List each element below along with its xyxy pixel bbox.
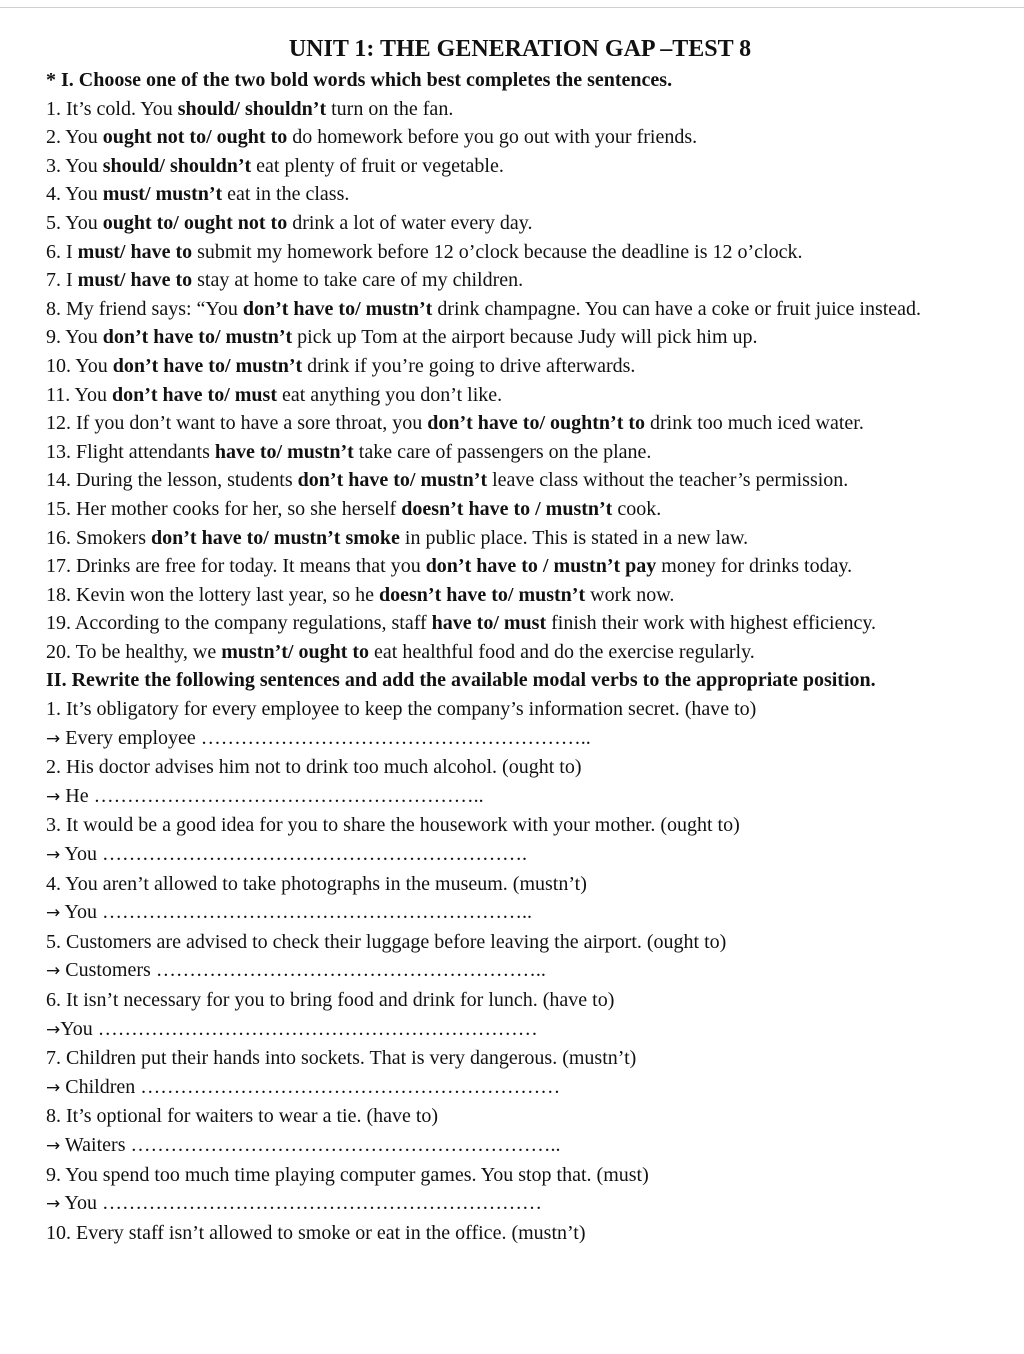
answer-dots: ………………………………………………………… <box>101 1192 542 1215</box>
answer-line <box>46 1131 1006 1161</box>
sentence-start: Drinks are free for today. It means that you <box>76 555 421 578</box>
sentence-start: You <box>65 326 98 349</box>
answer-start: He <box>65 784 89 807</box>
choice-words: must/ mustn’t <box>102 183 223 206</box>
sentence-start: You <box>65 126 98 149</box>
item-number: 4. <box>46 183 61 206</box>
arrow-icon: → <box>46 845 61 866</box>
sentence-end: in public place. This is stated in a new law. <box>404 526 749 549</box>
rewrite-question: 8. It’s optional for waiters to wear a tie. (have to) <box>46 1105 439 1128</box>
item-number: 20. <box>46 640 71 663</box>
item-number: 10. <box>46 354 71 377</box>
sentence-item <box>46 295 946 324</box>
sentence-start: You <box>65 211 98 234</box>
sentence-end: money for drinks today. <box>661 555 853 578</box>
item-number: 9. <box>46 326 61 349</box>
sentence-end: take care of passengers on the plane. <box>358 440 652 463</box>
sentence-start: I <box>66 240 73 263</box>
sentence-end: leave class without the teacher’s permission. <box>492 469 849 492</box>
sentence-item <box>46 152 1006 181</box>
rewrite-question: 9. You spend too much time playing computer games. You stop that. (must) <box>46 1163 649 1186</box>
sentence-end: eat anything you don’t like. <box>282 383 503 406</box>
answer-dots: ……………………………………………………….. <box>130 1133 561 1156</box>
arrow-icon: → <box>46 1019 61 1040</box>
choice-words: don’t have to / mustn’t pay <box>425 555 657 578</box>
sentence-start: I <box>66 269 73 292</box>
sentence-end: drink champagne. You can have a coke or fruit juice instead. <box>437 297 922 320</box>
choice-words: must/ have to <box>77 269 193 292</box>
choice-words: don’t have to/ mustn’t <box>297 469 488 492</box>
choice-words: have to/ must <box>431 612 547 635</box>
choice-words: ought not to/ ought to <box>102 126 288 149</box>
sentence-end: drink if you’re going to drive afterwards. <box>307 354 636 377</box>
worksheet-body <box>46 66 1006 1247</box>
answer-dots: ………………………………………………….. <box>93 784 484 807</box>
sentence-item <box>46 409 1006 438</box>
sentence-start: Flight attendants <box>76 440 210 463</box>
sentence-end: eat healthful food and do the exercise regularly. <box>374 640 755 663</box>
sentence-start: My friend says: “You <box>66 297 238 320</box>
arrow-icon: → <box>46 1194 61 1215</box>
sentence-start: According to the company regulations, staff <box>74 612 427 635</box>
rewrite-question: 4. You aren’t allowed to take photographs in the museum. (mustn’t) <box>46 872 587 895</box>
sentence-item <box>46 524 1006 553</box>
sentence-end: submit my homework before 12 o’clock because the deadline is 12 o’clock. <box>197 240 803 263</box>
item-number: 11. <box>46 383 71 406</box>
sentence-item <box>46 209 1006 238</box>
item-number: 17. <box>46 555 71 578</box>
arrow-icon: → <box>46 1135 61 1156</box>
sentence-end: drink too much iced water. <box>650 412 864 435</box>
choice-words: doesn’t have to/ mustn’t <box>379 583 586 606</box>
arrow-icon: → <box>46 961 61 982</box>
sentence-start: During the lesson, students <box>76 469 293 492</box>
choice-words: must/ have to <box>77 240 193 263</box>
sentence-end: eat in the class. <box>227 183 350 206</box>
answer-line <box>46 1015 1006 1045</box>
item-number: 8. <box>46 297 61 320</box>
sentence-end: drink a lot of water every day. <box>292 211 533 234</box>
sentence-start: You <box>65 154 98 177</box>
choice-words: don’t have to/ mustn’t smoke <box>151 526 400 549</box>
rewrite-question: 1. It’s obligatory for every employee to keep the company’s information secret. (have to) <box>46 698 757 721</box>
answer-start: You <box>64 901 97 924</box>
sentence-end: finish their work with highest efficiency. <box>551 612 877 635</box>
sentence-item <box>46 381 1006 410</box>
item-number: 13. <box>46 440 71 463</box>
answer-line <box>46 1073 1006 1103</box>
sentence-end: turn on the fan. <box>331 97 454 120</box>
arrow-icon: → <box>46 1077 61 1098</box>
sentence-item <box>46 238 1006 267</box>
page-title: UNIT 1: THE GENERATION GAP –TEST 8 <box>288 36 752 62</box>
page-top-border <box>0 7 1024 8</box>
item-number: 19. <box>46 612 71 635</box>
sentence-start: You <box>65 183 98 206</box>
answer-dots: ……………………………………………………….. <box>101 901 532 924</box>
sentence-start: Her mother cooks for her, so she herself <box>76 497 397 520</box>
sentence-start: You <box>74 383 107 406</box>
answer-dots: ………………………………………………………… <box>97 1017 538 1040</box>
choice-words: don’t have to/ mustn’t <box>112 354 303 377</box>
sentence-item <box>46 352 1006 381</box>
section-2-heading: II. Rewrite the following sentences and add the available modal verbs to the appropriate position. <box>46 669 876 692</box>
sentence-end: cook. <box>617 497 662 520</box>
sentence-start: If you don’t want to have a sore throat, you <box>76 412 423 435</box>
rewrite-question: 5. Customers are advised to check their luggage before leaving the airport. (ought to) <box>46 930 727 953</box>
answer-line <box>46 724 1006 754</box>
section-2-items <box>46 695 1006 1247</box>
choice-words: doesn’t have to / mustn’t <box>401 497 613 520</box>
sentence-item <box>46 609 1006 638</box>
item-number: 15. <box>46 497 71 520</box>
rewrite-question: 7. Children put their hands into sockets. That is very dangerous. (mustn’t) <box>46 1047 637 1070</box>
sentence-start: Smokers <box>76 526 146 549</box>
sentence-item <box>46 466 1006 495</box>
choice-words: should/ shouldn’t <box>177 97 327 120</box>
sentence-start: It’s cold. You <box>66 97 173 120</box>
choice-words: don’t have to/ oughtn’t to <box>427 412 646 435</box>
item-number: 12. <box>46 412 71 435</box>
sentence-start: You <box>75 354 108 377</box>
choice-words: ought to/ ought not to <box>102 211 288 234</box>
item-number: 1. <box>46 97 61 120</box>
answer-line <box>46 840 1006 870</box>
answer-start: You <box>60 1017 93 1040</box>
item-number: 3. <box>46 154 61 177</box>
sentence-item <box>46 438 1006 467</box>
choice-words: don’t have to/ mustn’t <box>242 297 433 320</box>
answer-start: You <box>64 843 97 866</box>
sentence-end: do homework before you go out with your friends. <box>292 126 698 149</box>
answer-start: You <box>64 1192 97 1215</box>
rewrite-question: 2. His doctor advises him not to drink too much alcohol. (ought to) <box>46 756 582 779</box>
sentence-item <box>46 581 1006 610</box>
answer-dots: ………………………………………………….. <box>200 726 591 749</box>
answer-line <box>46 782 1006 812</box>
item-number: 2. <box>46 126 61 149</box>
sentence-item <box>46 323 1006 352</box>
sentence-end: eat plenty of fruit or vegetable. <box>256 154 504 177</box>
choice-words: have to/ mustn’t <box>214 440 354 463</box>
answer-line <box>46 1189 1006 1219</box>
arrow-icon: → <box>46 728 61 749</box>
arrow-icon: → <box>46 903 61 924</box>
item-number: 7. <box>46 269 61 292</box>
sentence-end: pick up Tom at the airport because Judy will pick him up. <box>297 326 758 349</box>
rewrite-question: 6. It isn’t necessary for you to bring food and drink for lunch. (have to) <box>46 989 615 1011</box>
sentence-item <box>46 266 1006 295</box>
answer-start: Every employee <box>65 726 196 749</box>
sentence-item <box>46 495 1006 524</box>
choice-words: don’t have to/ mustn’t <box>102 326 293 349</box>
choice-words: should/ shouldn’t <box>102 154 252 177</box>
item-number: 16. <box>46 526 71 549</box>
sentence-item <box>46 552 1006 581</box>
rewrite-question: 3. It would be a good idea for you to share the housework with your mother. (ought to) <box>46 814 740 837</box>
choice-words: don’t have to/ must <box>111 383 277 406</box>
item-number: 14. <box>46 469 71 492</box>
sentence-start: To be healthy, we <box>75 640 217 663</box>
item-number: 18. <box>46 583 71 606</box>
sentence-item <box>46 123 1006 152</box>
item-number: 6. <box>46 240 61 263</box>
answer-dots: ………………………………………………………. <box>101 843 527 866</box>
sentence-item <box>46 638 1006 667</box>
answer-start: Children <box>65 1075 136 1098</box>
answer-line <box>46 898 1006 928</box>
answer-start: Customers <box>65 959 151 982</box>
answer-start: Waiters <box>64 1133 126 1156</box>
sentence-start: Kevin won the lottery last year, so he <box>76 583 375 606</box>
answer-dots: ………………………………………………….. <box>155 959 546 982</box>
section-1-items <box>46 95 1006 667</box>
answer-dots: ……………………………………………………… <box>140 1075 561 1098</box>
item-number: 5. <box>46 211 61 234</box>
sentence-item <box>46 180 1006 209</box>
sentence-end: work now. <box>590 583 675 606</box>
sentence-end: stay at home to take care of my children. <box>197 269 524 292</box>
choice-words: mustn’t/ ought to <box>221 640 370 663</box>
arrow-icon: → <box>46 786 61 807</box>
rewrite-question: 10. Every staff isn’t allowed to smoke or eat in the office. (mustn’t) <box>46 1221 586 1244</box>
section-1-heading: * I. Choose one of the two bold words which best completes the sentences. <box>46 69 673 91</box>
sentence-item <box>46 95 1006 124</box>
answer-line <box>46 956 1006 986</box>
